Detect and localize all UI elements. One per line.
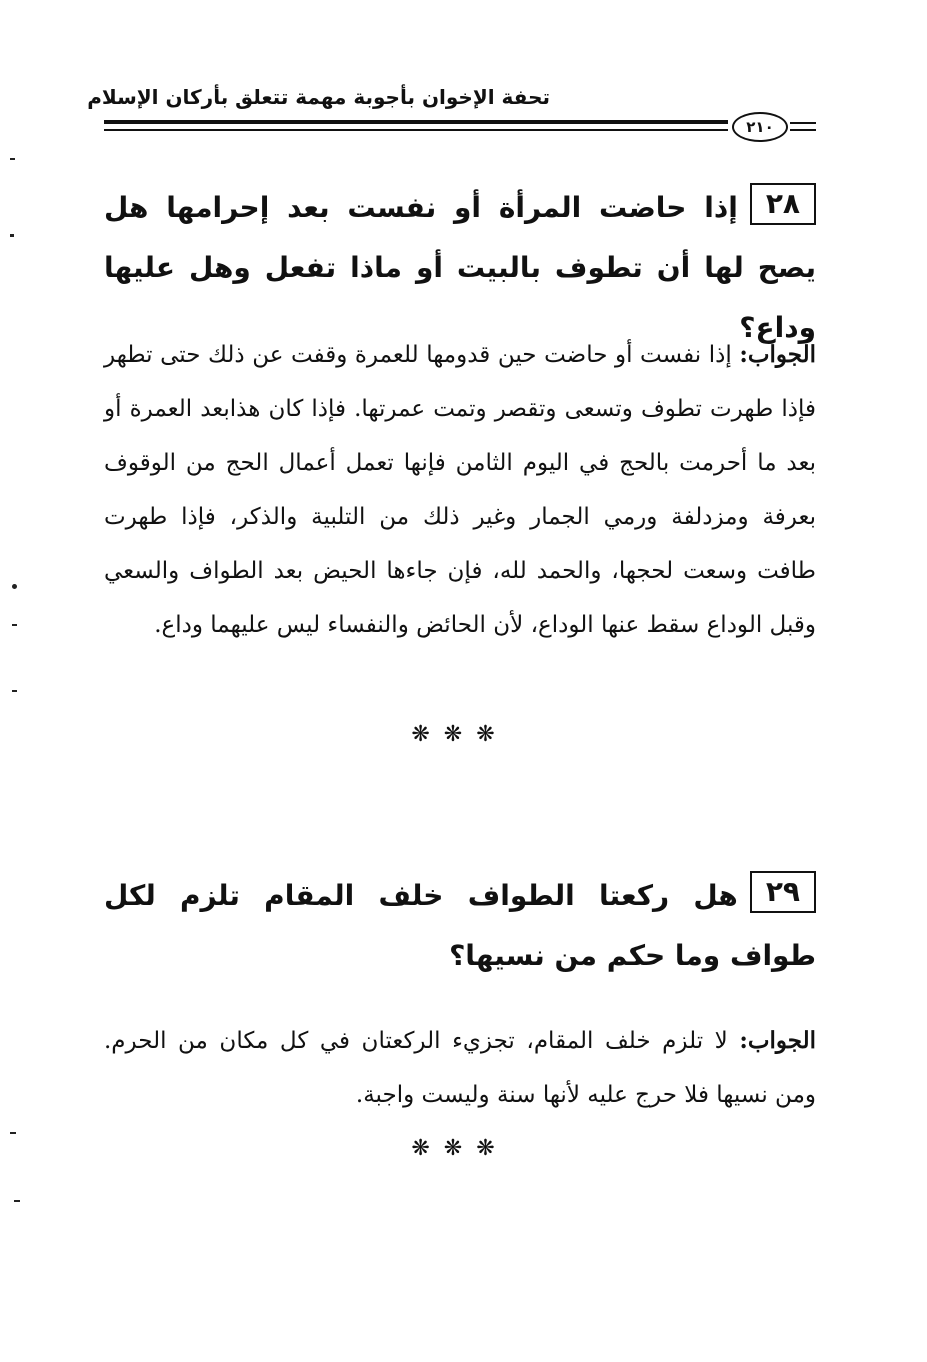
scan-speck [14,1200,20,1202]
header-rule-right-1 [790,122,816,124]
header-rule-thin [104,129,728,131]
answer-text-29: لا تلزم خلف المقام، تجزيء الركعتان في كل مكان من الحرم. ومن نسيها فلا حرج عليه لأنها سنة وليست واجبة. [104,1028,816,1108]
answer-label-28: الجواب: [739,341,816,368]
question-29 [104,866,816,986]
question-number-29: ٢٩ [750,871,816,913]
page-number: ٢١٠ [732,112,788,142]
section-separator-29: ❋❋❋ [411,1136,509,1161]
header-rule-thick [104,120,728,124]
answer-28 [104,328,816,652]
question-text-29: هل ركعتا الطواف خلف المقام تلزم لكل طواف وما حكم من نسيها؟ [104,879,816,972]
answer-text-28: إذا نفست أو حاضت حين قدومها للعمرة وقفت عن ذلك حتى تطهر فإذا طهرت تطوف وتسعى وتقصر وتمت عمرتها. فإذا كان هذابعد العمرة أو بعد ما أحرمت بالحج في اليوم الثامن فإنها تعمل أعمال الحج من الوقوف بعرفة ومزدلفة ورمي الجمار وغير ذلك من التلبية والذكر، فإذا طهرت طافت وسعت لحجها، والحمد لله، فإن جاءها الحيض بعد الطواف والسعي وقبل الوداع سقط عنها الوداع، لأن الحائض والنفساء ليس عليهما وداع. [104,342,816,638]
answer-29 [104,1014,816,1122]
scan-speck [12,624,17,626]
scan-speck [12,690,17,692]
answer-label-29: الجواب: [739,1027,817,1054]
header-rule-right-2 [790,129,816,131]
running-title: تحفة الإخوان بأجوبة مهمة تتعلق بأركان الإسلام [87,85,550,109]
section-separator-28: ❋❋❋ [411,722,509,747]
question-text-28: إذا حاضت المرأة أو نفست بعد إحرامها هل يصح لها أن تطوف بالبيت أو ماذا تفعل وهل عليها وداع؟ [104,191,816,344]
scan-speck [12,584,17,589]
scan-speck [10,234,14,237]
scan-speck [10,158,15,160]
scan-speck [10,1132,16,1134]
question-number-28: ٢٨ [750,183,816,225]
